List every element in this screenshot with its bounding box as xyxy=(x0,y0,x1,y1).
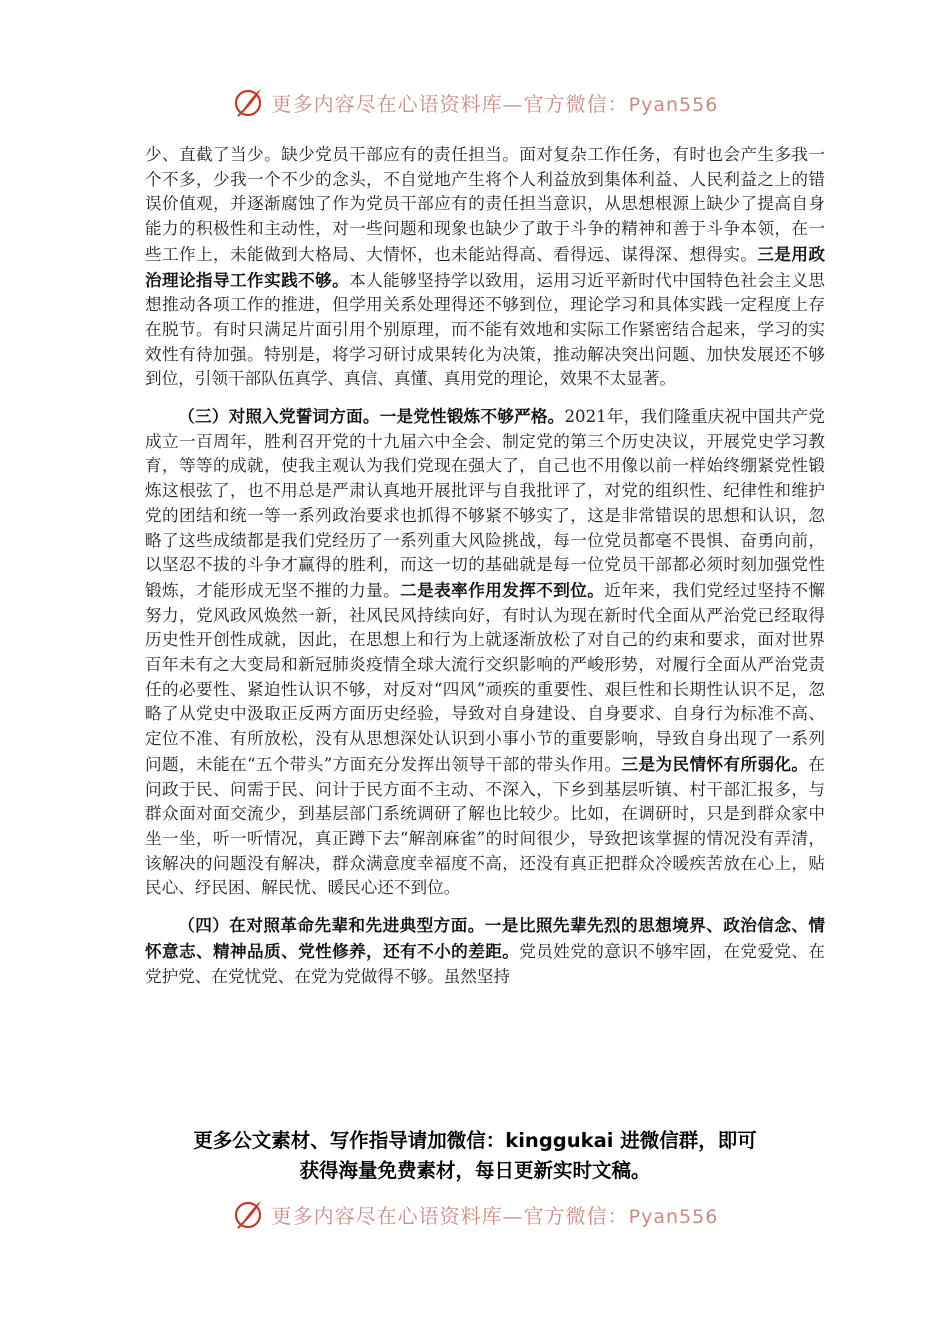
paragraph-2-heading-1: （三）对照入党誓词方面。一是党性锻炼不够严格。 xyxy=(178,406,565,427)
paragraph-2 xyxy=(145,404,825,901)
paragraph-2-run-4: 近年来，我们党经过坚持不懈努力，党风政风焕然一新，社风民风持续向好，有时认为现在新时代全面从严治党已经取得历史性开创性成就，因此，在思想上和行为上就逐渐放松了对自己的约束和要求，面对世界百年未有之大变局和新冠肺炎疫情全球大流行交织影响的严峻形势，对履行全面从严治党责任的必要性、紧迫性认识不够，对反对“四风”顽疾的重要性、艰巨性和长期性认识不足，忽略了从党史中汲取正反两方面历史经验，导致对自身建设、自身要求、自身行为标准不高、定位不准、有所放松，没有从思想深处认识到小事小节的重要影响，导致自身出现了一系列问题，未能在“五个带头”方面充分发挥出领导干部的带头作用。 xyxy=(145,580,825,774)
quill-logo-icon xyxy=(232,86,264,118)
header-banner-text: 更多内容尽在心语资料库—官方微信：Pyan556 xyxy=(271,91,719,116)
header-banner xyxy=(0,82,950,122)
footer-banner xyxy=(0,1194,950,1234)
paragraph-3-heading-1: （四）在对照革命先辈和先进典型方面。一是比照先辈先烈的思想境界、政治信念、情怀意志、精神品质、党性修养，还有不小的差距。 xyxy=(145,915,825,961)
promo-line-2: 获得海量免费素材，每日更新实时文稿。 xyxy=(299,1159,651,1182)
document-body xyxy=(145,143,825,989)
paragraph-1-run-3: 本人能够坚持学以致用，运用习近平新时代中国特色社会主义思想推动各项工作的推进，但学用关系处理得还不够到位，理论学习和具体实践一定程度上存在脱节。有时只满足片面引用个别原理，而不能有效地和实际工作紧密结合起来，学习的实效性有待加强。特别是，将学习研讨成果转化为决策，推动解决突出问题、加快发展还不够到位，引领干部队伍真学、真信、真懂、真用党的理论，效果不太显著。 xyxy=(145,270,825,389)
paragraph-1-heading-3: 三是用政治理论指导工作实践不够。 xyxy=(145,243,826,290)
paragraph-2-heading-3: 三是为民情怀有所弱化。 xyxy=(621,753,809,774)
paragraph-2-heading-2: 二是表率作用发挥不到位。 xyxy=(400,579,605,600)
quill-logo-icon xyxy=(232,1198,264,1230)
paragraph-2-run-6: 在问政于民、问需于民、问计于民方面不主动、不深入，下乡到基层听镇、村干部汇报多，与群众面对面交流少，到基层部门系统调研了解也比较少。比如，在调研时，只是到群众家中坐一坐，听一听情况，真正蹲下去“解剖麻雀”的时间很少，导致把该掌握的情况没有弄清，该解决的问题没有解决，群众满意度幸福度不高，还没有真正把群众冷暖疾苦放在心上，贴民心、纾民困、解民忧、暖民心还不到位。 xyxy=(145,754,826,898)
promo-notice xyxy=(140,1126,810,1186)
paragraph-3-run-2: 党员姓党的意识不够牢固，在党爱党、在党护党、在党忧党、在党为党做得不够。虽然坚持 xyxy=(145,941,826,986)
paragraph-3 xyxy=(145,913,825,989)
paragraph-1-run-1: 少、直截了当少。缺少党员干部应有的责任担当。面对复杂工作任务，有时也会产生多我一个不多，少我一个不少的念头，不自觉地产生将个人利益放到集体利益、人民利益之上的错误价值观，并逐渐腐蚀了作为党员干部应有的责任担当意识，从思想根源上缺少了提高自身能力的积极性和主动性，对一些问题和现象也缺少了敢于斗争的精神和善于斗争本领，在一些工作上，未能做到大格局、大情怀，也未能站得高、看得远、谋得深、想得实。 xyxy=(145,145,825,264)
footer-banner-text: 更多内容尽在心语资料库—官方微信：Pyan556 xyxy=(271,1203,719,1228)
paragraph-1 xyxy=(145,143,825,392)
promo-line-1: 更多公文素材、写作指导请加微信：kinggukai 进微信群，即可 xyxy=(193,1129,757,1152)
paragraph-2-run-2: 2021年，我们隆重庆祝中国共产党成立一百周年，胜利召开党的十九届六中全会、制定党的第三个历史决议，开展党史学习教育，等等的成就，使我主观认为我们党现在强大了，自己也不用像以前一样始终绷紧党性锻炼这根弦了，也不用总是严肃认真地开展批评与自我批评了，对党的组织性、纪律性和维护党的团结和统一等一系列政治要求也抓得不够紧不够实了，这是非常错误的思想和认识，忽略了这些成绩都是我们党经历了一系列重大风险挑战，每一位党员都毫不畏惧、奋勇向前，以坚忍不拔的斗争才赢得的胜利，而这一切的基础就是每一位党员干部都必须时刻加强党性锻炼，才能形成无坚不摧的力量。 xyxy=(145,407,826,600)
